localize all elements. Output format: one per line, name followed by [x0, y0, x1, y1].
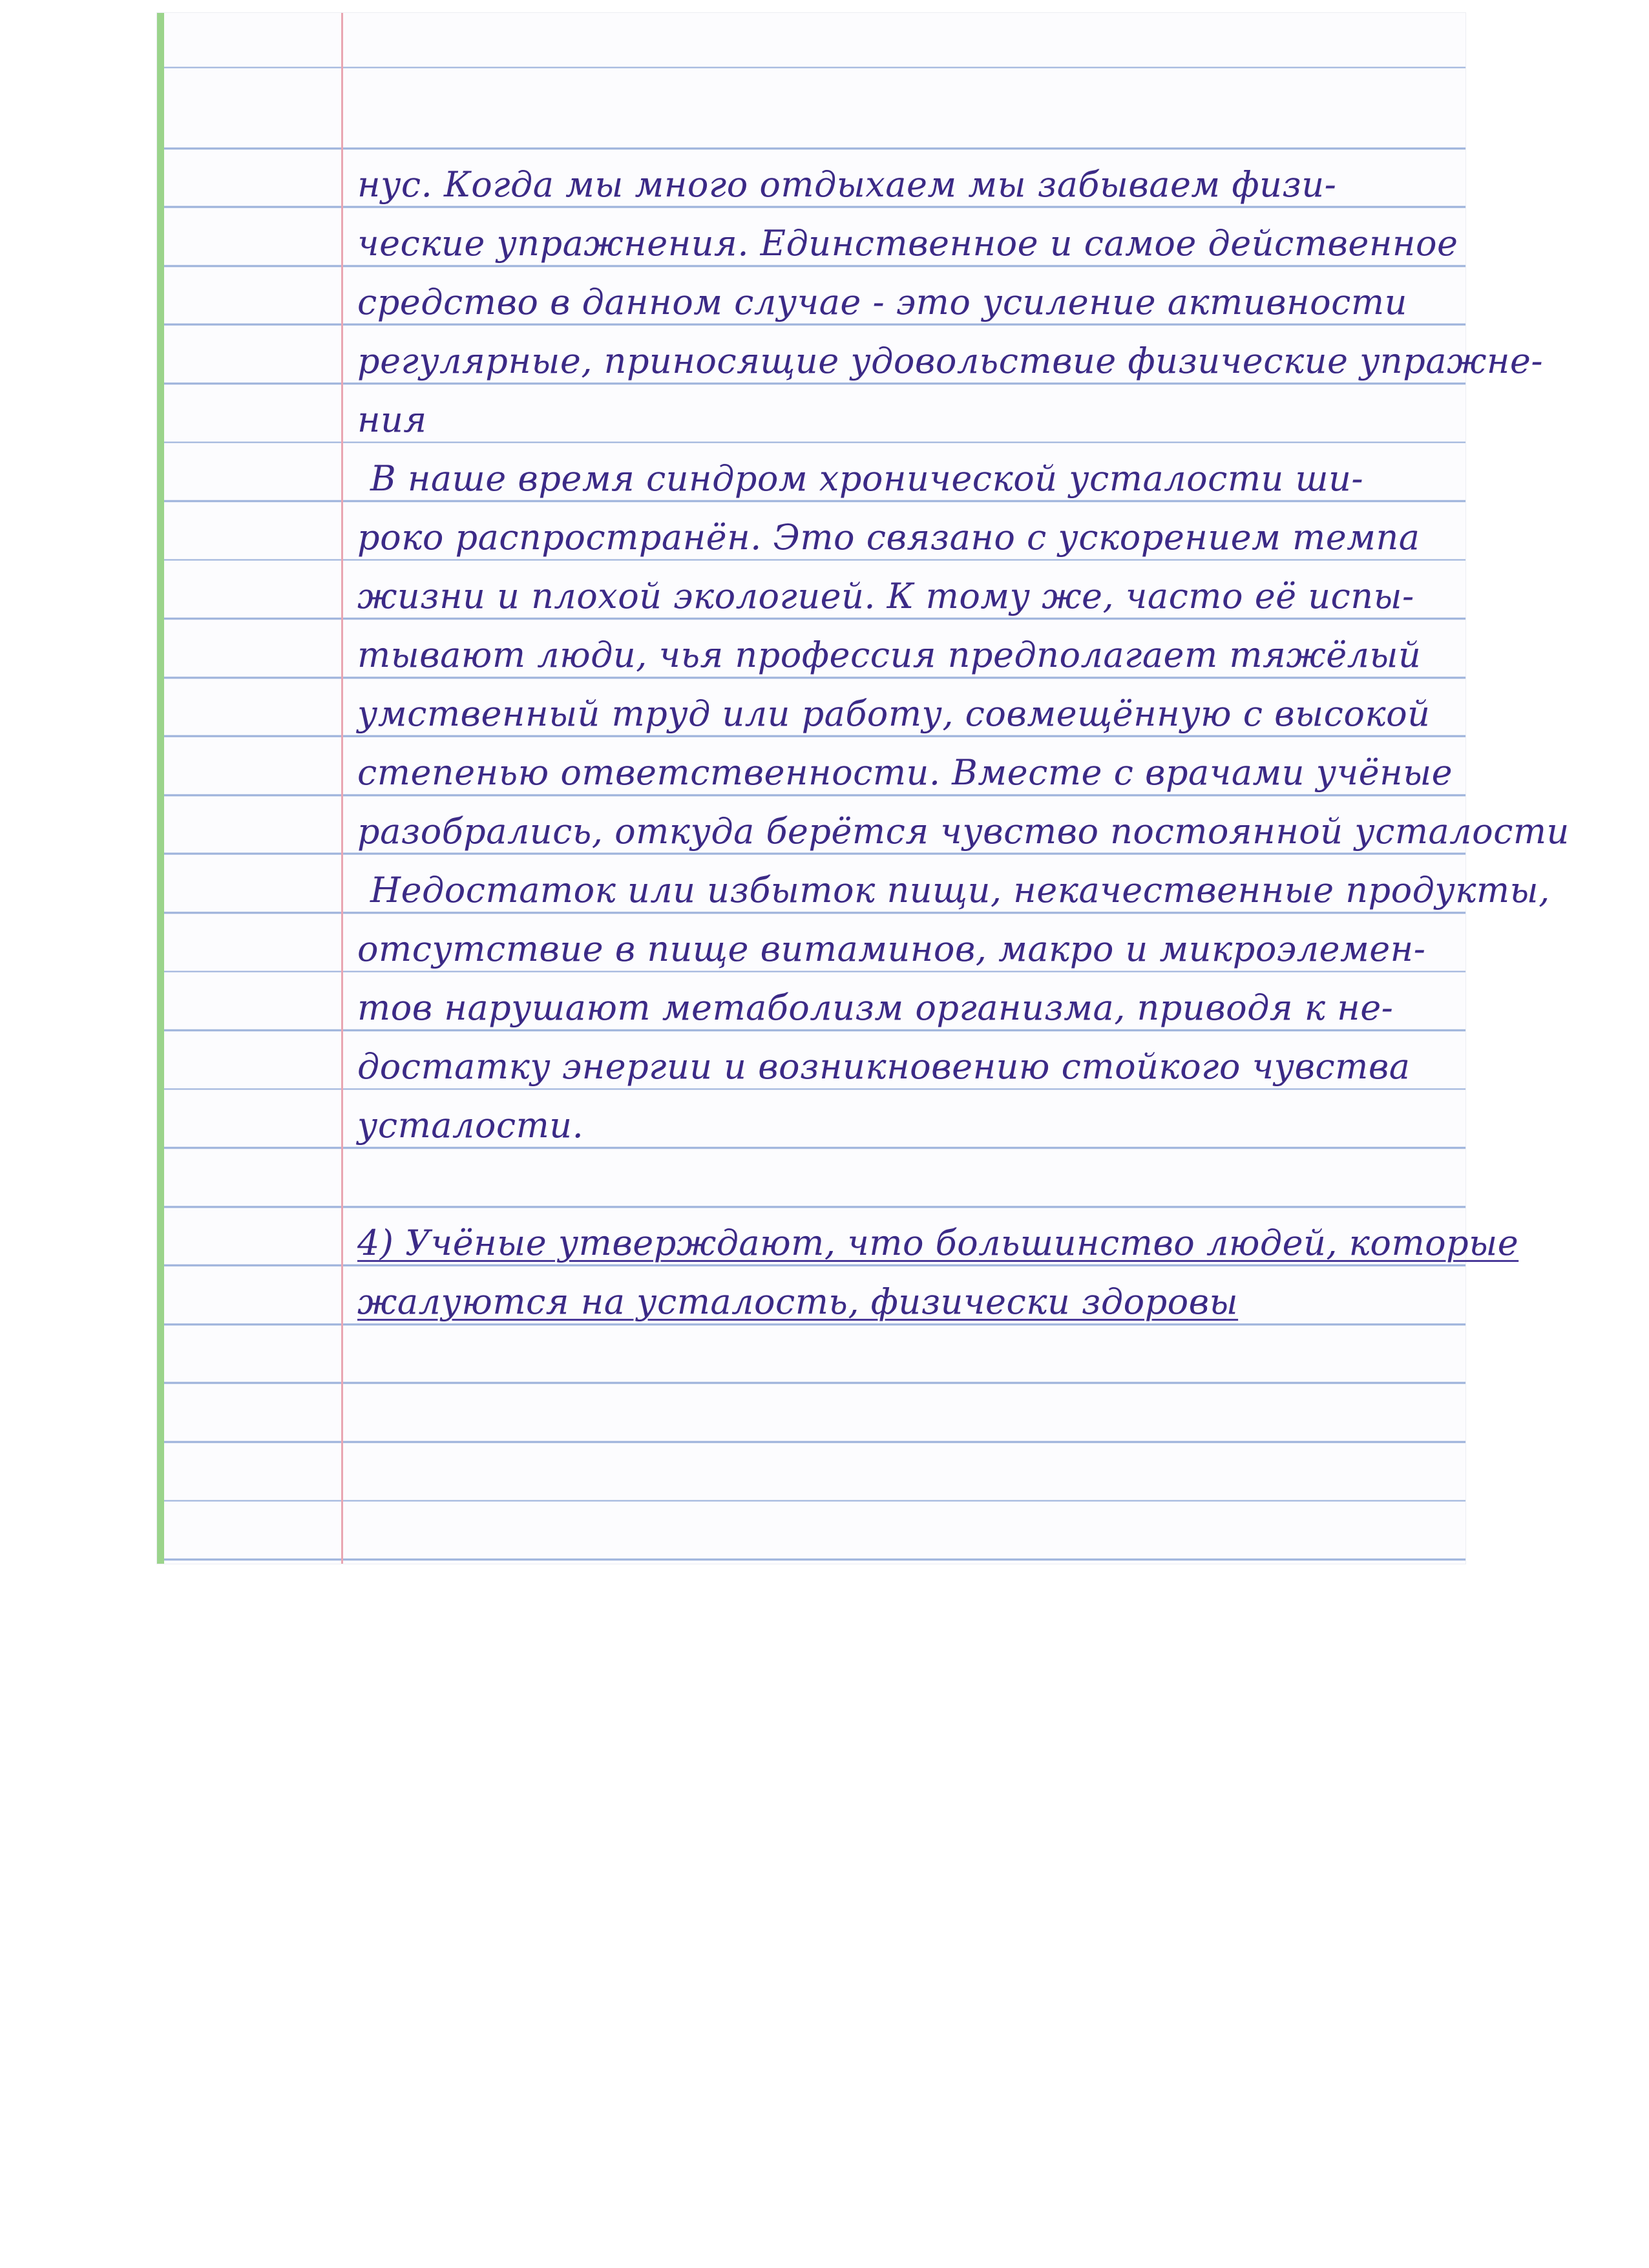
text-line: усталости.: [357, 1105, 584, 1146]
text-line: отсутствие в пище витаминов, макро и микроэлемен-: [357, 929, 1426, 969]
text-line: жалуются на усталость, физически здоровы: [357, 1281, 1239, 1322]
text-line: степенью ответственности. Вместе с врачами учёные: [357, 752, 1453, 793]
text-line: ческие упражнения. Единственное и самое действенное: [357, 223, 1458, 264]
text-line: умственный труд или работу, совмещённую с высокой: [357, 693, 1431, 734]
text-line: достатку энергии и возникновению стойкого чувства: [357, 1046, 1411, 1087]
blank-line: [357, 1159, 1443, 1217]
text-line: разобрались, откуда берётся чувство постоянной усталости: [357, 811, 1570, 852]
text-line: тывают люди, чья профессия предполагает тяжёлый: [357, 635, 1422, 675]
text-line: средство в данном случае - это усиление активности: [357, 282, 1407, 322]
text-line: роко распространён. Это связано с ускорением темпа: [357, 517, 1420, 558]
margin-line: [341, 13, 343, 1564]
text-line: регулярные, приносящие удовольствие физические упражне-: [357, 341, 1544, 381]
text-line: 4) Учёные утверждают, что большинство людей, которые: [357, 1223, 1519, 1263]
notebook-page: [157, 13, 1570, 1564]
text-line: Недостаток или избыток пищи, некачественные продукты,: [370, 870, 1550, 910]
text-line: ния: [357, 399, 427, 440]
text-line: В наше время синдром хронической усталости ши-: [370, 458, 1364, 499]
text-line: жизни и плохой экологией. К тому же, часто её испы-: [357, 576, 1414, 616]
text-line: нус. Когда мы много отдыхаем мы забываем физи-: [357, 164, 1337, 205]
handwritten-text: [357, 159, 1570, 1335]
page-edge-binding: [157, 13, 164, 1564]
text-line: тов нарушают метаболизм организма, приводя к не-: [357, 987, 1394, 1028]
